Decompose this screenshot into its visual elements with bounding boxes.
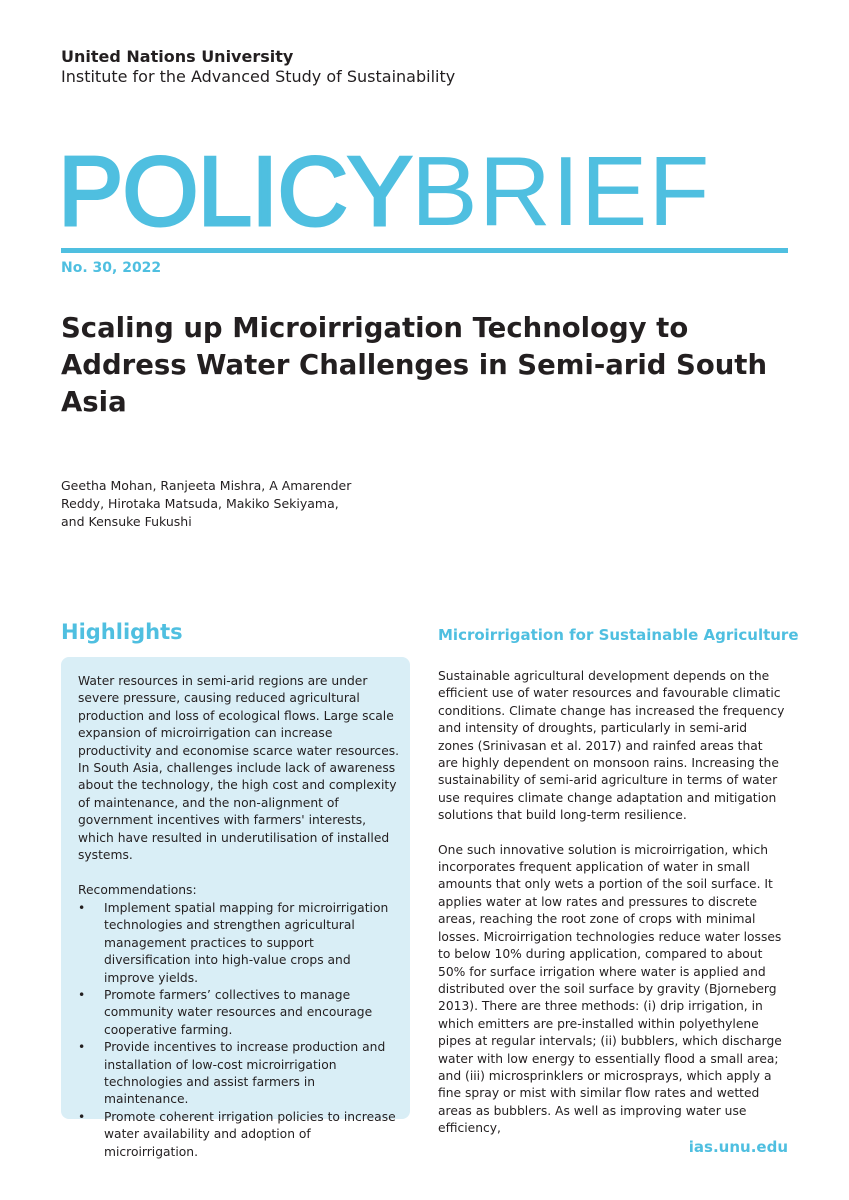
org-name: United Nations University: [61, 47, 294, 66]
body-paragraph: One such innovative solution is microirrigation, which incorporates frequent application of water in small amounts that only wets a portion of the soil surface. It applies water at low rates and pressures to discrete areas, reaching the root zone of crops with minimal losses. Microirrigation technologies reduce water losses to below 10% during application, compared to about 50% for surface irrigation where water is applied and distributed over the soil surface by gravity (Bjorneberg 2013). There are three methods: (i) drip irrigation, in which emitters are pre-installed within polyethylene pipes at regular intervals; (ii) bubblers, which discharge water with low energy to essentially flood a small area; and (iii) microsprinklers or microsprays, which apply a fine spray or mist with similar flow rates and wetted areas as bubblers. As well as improving water use efficiency,: [438, 842, 782, 1136]
org-header: [61, 47, 455, 87]
body-paragraph: Sustainable agricultural development depends on the efficient use of water resources and favourable climatic conditions. Climate change has increased the frequency and intensity of droughts, particularly in semi-arid zones (Srinivasan et al. 2017) and rainfed areas that are highly dependent on monsoon rains. Increasing the sustainability of semi-arid agriculture in terms of water use requires climate change adaptation and mitigation solutions that build long-term resilience.: [438, 669, 785, 823]
authors: Geetha Mohan, Ranjeeta Mishra, A Amarender Reddy, Hirotaka Matsuda, Makiko Sekiyama, and Kensuke Fukushi: [61, 478, 352, 529]
highlights-heading: Highlights: [61, 620, 183, 644]
logo-word-policy: POLICY: [58, 136, 412, 246]
recommendations-list: [78, 900, 400, 1161]
footer-url[interactable]: ias.unu.edu: [688, 1138, 788, 1156]
section-heading: Microirrigation for Sustainable Agriculture: [438, 626, 799, 644]
recommendations-heading: Recommendations:: [78, 883, 197, 898]
document-title: Scaling up Microirrigation Technology to Address Water Challenges in Semi-arid South Asia: [61, 312, 768, 418]
section-body: [438, 668, 786, 1138]
policy-brief-logo: [58, 136, 711, 246]
recommendation-item: • Provide incentives to increase production and installation of low-cost microirrigation technologies and assist farmers in maintenance.: [78, 1039, 400, 1109]
recommendation-item: • Implement spatial mapping for microirrigation technologies and strengthen agricultural management practices to support diversification into high-value crops and improve yields.: [78, 900, 400, 987]
issue-number: No. 30, 2022: [61, 260, 162, 276]
highlights-box: [61, 657, 410, 1159]
highlights-paragraph: Water resources in semi-arid regions are under severe pressure, causing reduced agricultural production and loss of ecological flows. Large scale expansion of microirrigation can increase productivity and economise scarce water resources. In South Asia, challenges include lack of awareness about the technology, the high cost and complexity of maintenance, and the non-alignment of government incentives with farmers' interests, which have resulted in underutilisation of installed systems.: [78, 674, 400, 863]
logo-word-brief: BRIEF: [411, 136, 711, 246]
recommendation-item: • Promote coherent irrigation policies to increase water availability and adoption of microirrigation.: [78, 1109, 400, 1161]
org-subtitle: Institute for the Advanced Study of Sustainability: [61, 67, 456, 86]
header-rule: [61, 248, 788, 253]
recommendation-item: • Promote farmers’ collectives to manage community water resources and encourage cooperative farming.: [78, 987, 400, 1039]
